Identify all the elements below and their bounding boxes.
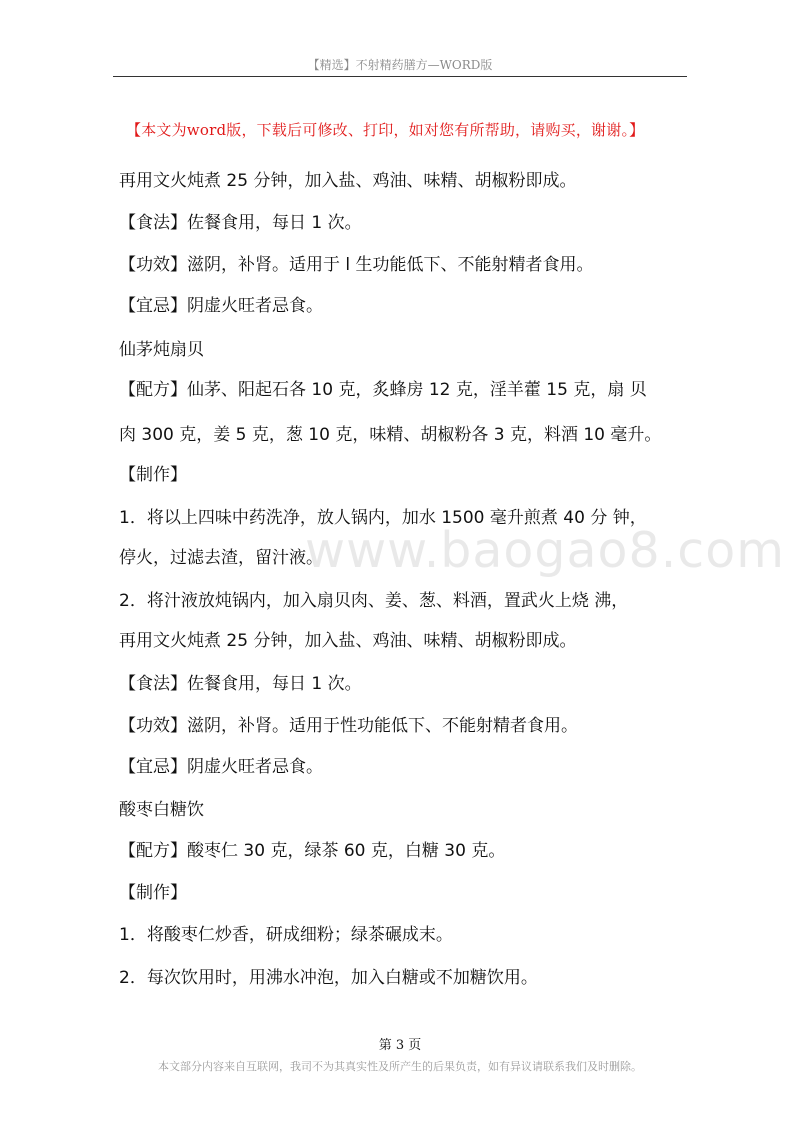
text-line: 【食法】佐餐食用，每日 1 次。 xyxy=(119,213,362,233)
page-number: 第 3 页 xyxy=(378,1038,422,1053)
text-line: 【配方】酸枣仁 30 克，绿茶 60 克，白糖 30 克。 xyxy=(119,841,506,861)
header-divider xyxy=(113,76,687,77)
text-line: 停火，过滤去渣，留汁液。 xyxy=(119,548,323,568)
watermark: www.baogao8.com xyxy=(305,522,785,579)
recipe-title: 仙茅炖扇贝 xyxy=(119,340,204,360)
text-line: 【食法】佐餐食用，每日 1 次。 xyxy=(119,674,362,694)
text-line: 1．将以上四味中药洗净，放人锅内，加水 1500 毫升煎煮 40 分 钟， xyxy=(119,508,647,528)
text-line: 【配方】仙茅、阳起石各 10 克，炙蜂房 12 克，淫羊藿 15 克，扇 贝 xyxy=(119,380,647,400)
download-notice: 【本文为word版，下载后可修改、打印，如对您有所帮助，请购买，谢谢。】 xyxy=(126,121,645,139)
text-line: 【宜忌】阴虚火旺者忌食。 xyxy=(119,757,323,777)
text-line: 2．将汁液放炖锅内，加入扇贝肉、姜、葱、料酒，置武火上烧 沸， xyxy=(119,591,629,611)
text-line: 【功效】滋阴，补肾。适用于 l 生功能低下、不能射精者食用。 xyxy=(119,255,594,275)
text-line: 【制作】 xyxy=(119,883,187,903)
page-header: 【精选】不射精药膳方—WORD版 xyxy=(307,58,493,72)
recipe-title: 酸枣白糖饮 xyxy=(119,800,204,820)
text-line: 【制作】 xyxy=(119,465,187,485)
text-line: 肉 300 克，姜 5 克，葱 10 克，味精、胡椒粉各 3 克，料酒 10 毫升。 xyxy=(119,425,662,445)
text-line: 再用文火炖煮 25 分钟，加入盐、鸡油、味精、胡椒粉即成。 xyxy=(119,171,577,191)
page-footer: 本文部分内容来自互联网，我司不为其真实性及所产生的后果负责，如有异议请联系我们及时删除。 xyxy=(158,1060,642,1073)
text-line: 1．将酸枣仁炒香，研成细粉；绿茶碾成末。 xyxy=(119,925,453,945)
text-line: 2．每次饮用时，用沸水冲泡，加入白糖或不加糖饮用。 xyxy=(119,968,538,988)
text-line: 【宜忌】阴虚火旺者忌食。 xyxy=(119,296,323,316)
text-line: 再用文火炖煮 25 分钟，加入盐、鸡油、味精、胡椒粉即成。 xyxy=(119,631,577,651)
text-line: 【功效】滋阴，补肾。适用于性功能低下、不能射精者食用。 xyxy=(119,716,578,736)
